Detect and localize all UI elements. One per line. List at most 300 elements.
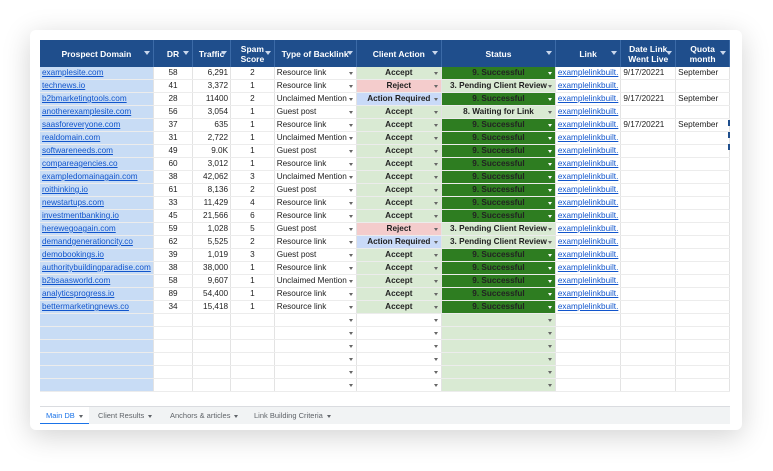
backlink-type-select[interactable] [274,67,356,80]
date-cell[interactable] [621,132,676,145]
status-select[interactable] [442,236,556,249]
column-header-spam-score[interactable] [231,40,275,67]
status-select[interactable] [442,210,556,223]
date-cell[interactable] [621,184,676,197]
empty-cell[interactable] [40,366,153,379]
backlink-url[interactable]: examplelinkbuilt. [557,172,619,181]
backlink-type-select[interactable] [274,366,356,379]
client-action-select[interactable] [356,353,442,366]
chevron-down-icon[interactable] [434,215,438,218]
quota-month-cell[interactable] [676,197,730,210]
filter-dropdown-icon[interactable] [347,51,353,55]
quota-month-cell[interactable] [676,288,730,301]
chevron-down-icon[interactable] [548,358,552,361]
backlink-url[interactable]: examplelinkbuilt. [557,81,619,90]
empty-cell[interactable] [193,327,231,340]
client-action-select[interactable] [356,249,442,262]
link-cell[interactable] [555,93,621,106]
backlink-type-select[interactable] [274,80,356,93]
quota-month-cell[interactable] [676,236,730,249]
date-cell[interactable]: 9/17/20221 [621,119,676,132]
backlink-url[interactable]: examplelinkbuilt. [557,146,619,155]
spam-score-cell[interactable]: 2 [231,184,275,197]
sheet-tab[interactable] [164,407,244,424]
chevron-down-icon[interactable] [548,150,552,153]
empty-cell[interactable] [621,314,676,327]
traffic-cell[interactable]: 15,418 [193,301,231,314]
status-select[interactable] [442,184,556,197]
traffic-cell[interactable]: 1,028 [193,223,231,236]
chevron-down-icon[interactable] [349,384,353,387]
spam-score-cell[interactable]: 3 [231,171,275,184]
status-select[interactable] [442,197,556,210]
client-action-select[interactable] [356,80,442,93]
dr-cell[interactable]: 38 [153,171,192,184]
link-cell[interactable] [555,301,621,314]
status-select[interactable] [442,80,556,93]
chevron-down-icon[interactable] [548,306,552,309]
quota-month-cell[interactable] [676,262,730,275]
status-select[interactable] [442,366,556,379]
status-select[interactable] [442,327,556,340]
client-action-select[interactable] [356,288,442,301]
chevron-down-icon[interactable] [434,254,438,257]
spam-score-cell[interactable]: 1 [231,262,275,275]
domain-link[interactable]: exampledomainagain.com [42,172,138,181]
spam-score-cell[interactable]: 1 [231,301,275,314]
dr-cell[interactable]: 59 [153,223,192,236]
client-action-select[interactable] [356,171,442,184]
quota-month-cell[interactable] [676,249,730,262]
link-cell[interactable] [555,288,621,301]
domain-link[interactable]: demandgenerationcity.co [42,237,133,246]
domain-link[interactable]: anotherexamplesite.com [42,107,132,116]
chevron-down-icon[interactable] [349,358,353,361]
status-select[interactable] [442,93,556,106]
column-header-link[interactable] [555,40,621,67]
quota-month-cell[interactable]: September [676,119,730,132]
chevron-down-icon[interactable] [349,345,353,348]
status-select[interactable] [442,262,556,275]
backlink-url[interactable]: examplelinkbuilt. [557,289,619,298]
backlink-type-select[interactable] [274,210,356,223]
chevron-down-icon[interactable] [349,137,353,140]
domain-cell[interactable] [40,288,153,301]
chevron-down-icon[interactable] [434,384,438,387]
spam-score-cell[interactable]: 6 [231,210,275,223]
client-action-select[interactable] [356,145,442,158]
client-action-select[interactable] [356,379,442,392]
spam-score-cell[interactable]: 1 [231,80,275,93]
date-cell[interactable] [621,197,676,210]
chevron-down-icon[interactable] [434,267,438,270]
dr-cell[interactable]: 41 [153,80,192,93]
domain-cell[interactable] [40,301,153,314]
link-cell[interactable] [555,106,621,119]
filter-dropdown-icon[interactable] [666,51,672,55]
backlink-url[interactable]: examplelinkbuilt. [557,302,619,311]
chevron-down-icon[interactable] [349,293,353,296]
empty-cell[interactable] [153,366,192,379]
date-cell[interactable] [621,223,676,236]
chevron-down-icon[interactable] [548,111,552,114]
chevron-down-icon[interactable] [349,176,353,179]
filter-dropdown-icon[interactable] [611,51,617,55]
chevron-down-icon[interactable] [434,85,438,88]
backlink-url[interactable]: examplelinkbuilt. [557,133,619,142]
link-cell[interactable] [555,210,621,223]
empty-cell[interactable] [621,340,676,353]
empty-cell[interactable] [231,379,275,392]
domain-cell[interactable] [40,106,153,119]
backlink-type-select[interactable] [274,93,356,106]
spam-score-cell[interactable]: 1 [231,288,275,301]
chevron-down-icon[interactable] [434,241,438,244]
link-cell[interactable] [555,132,621,145]
domain-link[interactable]: saasforeveryone.com [42,120,121,129]
empty-cell[interactable] [621,353,676,366]
backlink-type-select[interactable] [274,327,356,340]
column-header-status[interactable] [442,40,556,67]
backlink-type-select[interactable] [274,249,356,262]
chevron-down-icon[interactable] [434,345,438,348]
backlink-url[interactable]: examplelinkbuilt. [557,107,619,116]
client-action-select[interactable] [356,197,442,210]
status-select[interactable] [442,106,556,119]
date-cell[interactable] [621,249,676,262]
chevron-down-icon[interactable] [548,371,552,374]
backlink-type-select[interactable] [274,132,356,145]
traffic-cell[interactable]: 3,012 [193,158,231,171]
chevron-down-icon[interactable] [349,306,353,309]
empty-cell[interactable] [676,353,730,366]
empty-cell[interactable] [40,353,153,366]
date-cell[interactable] [621,106,676,119]
empty-cell[interactable] [231,340,275,353]
empty-cell[interactable] [40,314,153,327]
domain-link[interactable]: herewegoagain.com [42,224,116,233]
link-cell[interactable] [555,275,621,288]
spam-score-cell[interactable]: 1 [231,275,275,288]
backlink-url[interactable]: examplelinkbuilt. [557,198,619,207]
client-action-select[interactable] [356,119,442,132]
domain-link[interactable]: analyticsprogress.io [42,289,115,298]
empty-cell[interactable] [231,353,275,366]
date-cell[interactable] [621,301,676,314]
client-action-select[interactable] [356,275,442,288]
chevron-down-icon[interactable] [548,345,552,348]
client-action-select[interactable] [356,366,442,379]
spam-score-cell[interactable]: 1 [231,158,275,171]
backlink-type-select[interactable] [274,236,356,249]
dr-cell[interactable]: 56 [153,106,192,119]
client-action-select[interactable] [356,158,442,171]
empty-cell[interactable] [153,314,192,327]
chevron-down-icon[interactable] [548,163,552,166]
domain-link[interactable]: technews.io [42,81,86,90]
traffic-cell[interactable]: 42,062 [193,171,231,184]
empty-cell[interactable] [231,366,275,379]
date-cell[interactable] [621,236,676,249]
link-cell[interactable] [555,145,621,158]
filter-dropdown-icon[interactable] [183,51,189,55]
dr-cell[interactable]: 31 [153,132,192,145]
empty-cell[interactable] [676,379,730,392]
backlink-url[interactable]: examplelinkbuilt. [557,94,619,103]
dr-cell[interactable]: 39 [153,249,192,262]
status-select[interactable] [442,353,556,366]
empty-cell[interactable] [555,366,621,379]
status-select[interactable] [442,223,556,236]
empty-cell[interactable] [193,314,231,327]
empty-cell[interactable] [153,327,192,340]
dr-cell[interactable]: 28 [153,93,192,106]
status-select[interactable] [442,314,556,327]
chevron-down-icon[interactable] [548,137,552,140]
dr-cell[interactable]: 62 [153,236,192,249]
backlink-type-select[interactable] [274,301,356,314]
sheet-tab[interactable] [40,407,89,424]
empty-cell[interactable] [193,340,231,353]
column-header-type-of-backlink[interactable] [274,40,356,67]
quota-month-cell[interactable] [676,223,730,236]
chevron-down-icon[interactable] [434,306,438,309]
status-select[interactable] [442,132,556,145]
chevron-down-icon[interactable] [548,124,552,127]
quota-month-cell[interactable] [676,184,730,197]
domain-cell[interactable] [40,197,153,210]
sheet-tab[interactable] [92,407,158,424]
empty-cell[interactable] [555,379,621,392]
chevron-down-icon[interactable] [434,124,438,127]
client-action-select[interactable] [356,327,442,340]
empty-cell[interactable] [153,340,192,353]
domain-link[interactable]: demobookings.io [42,250,104,259]
backlink-url[interactable]: examplelinkbuilt. [557,263,619,272]
domain-cell[interactable] [40,184,153,197]
spam-score-cell[interactable]: 1 [231,119,275,132]
domain-cell[interactable] [40,80,153,93]
backlink-type-select[interactable] [274,314,356,327]
backlink-url[interactable]: examplelinkbuilt. [557,211,619,220]
client-action-select[interactable] [356,236,442,249]
date-cell[interactable] [621,171,676,184]
chevron-down-icon[interactable] [548,254,552,257]
quota-month-cell[interactable]: September [676,67,730,80]
empty-cell[interactable] [621,366,676,379]
domain-cell[interactable] [40,119,153,132]
spam-score-cell[interactable]: 3 [231,249,275,262]
date-cell[interactable] [621,80,676,93]
traffic-cell[interactable]: 5,525 [193,236,231,249]
link-cell[interactable] [555,119,621,132]
status-select[interactable] [442,119,556,132]
quota-month-cell[interactable]: September [676,93,730,106]
domain-link[interactable]: roithinking.io [42,185,88,194]
chevron-down-icon[interactable] [349,72,353,75]
client-action-select[interactable] [356,67,442,80]
chevron-down-icon[interactable] [434,72,438,75]
spam-score-cell[interactable]: 4 [231,197,275,210]
client-action-select[interactable] [356,314,442,327]
link-cell[interactable] [555,249,621,262]
client-action-select[interactable] [356,106,442,119]
client-action-select[interactable] [356,184,442,197]
chevron-down-icon[interactable] [434,111,438,114]
chevron-down-icon[interactable] [548,293,552,296]
empty-cell[interactable] [555,340,621,353]
status-select[interactable] [442,171,556,184]
chevron-down-icon[interactable] [349,267,353,270]
chevron-down-icon[interactable] [434,319,438,322]
traffic-cell[interactable]: 9,607 [193,275,231,288]
empty-cell[interactable] [40,379,153,392]
backlink-url[interactable]: examplelinkbuilt. [557,120,619,129]
status-select[interactable] [442,288,556,301]
chevron-down-icon[interactable] [349,150,353,153]
column-header-dr[interactable] [153,40,192,67]
backlink-type-select[interactable] [274,171,356,184]
quota-month-cell[interactable] [676,171,730,184]
spam-score-cell[interactable]: 1 [231,132,275,145]
empty-cell[interactable] [153,379,192,392]
empty-cell[interactable] [555,327,621,340]
domain-cell[interactable] [40,93,153,106]
backlink-url[interactable]: examplelinkbuilt. [557,224,619,233]
chevron-down-icon[interactable] [548,202,552,205]
domain-link[interactable]: newstartups.com [42,198,104,207]
dr-cell[interactable]: 38 [153,262,192,275]
date-cell[interactable] [621,275,676,288]
backlink-type-select[interactable] [274,379,356,392]
quota-month-cell[interactable] [676,80,730,93]
traffic-cell[interactable]: 38,000 [193,262,231,275]
chevron-down-icon[interactable] [349,319,353,322]
domain-cell[interactable] [40,210,153,223]
dr-cell[interactable]: 58 [153,275,192,288]
client-action-select[interactable] [356,93,442,106]
date-cell[interactable]: 9/17/20221 [621,93,676,106]
column-header-client-action[interactable] [356,40,442,67]
backlink-url[interactable]: examplelinkbuilt. [557,68,619,77]
backlink-type-select[interactable] [274,106,356,119]
chevron-down-icon[interactable] [548,85,552,88]
traffic-cell[interactable]: 54,400 [193,288,231,301]
spam-score-cell[interactable]: 1 [231,145,275,158]
chevron-down-icon[interactable] [349,124,353,127]
filter-dropdown-icon[interactable] [265,51,271,55]
quota-month-cell[interactable] [676,158,730,171]
backlink-type-select[interactable] [274,223,356,236]
dr-cell[interactable]: 33 [153,197,192,210]
backlink-type-select[interactable] [274,262,356,275]
chevron-down-icon[interactable] [349,85,353,88]
client-action-select[interactable] [356,210,442,223]
chevron-down-icon[interactable] [349,280,353,283]
chevron-down-icon[interactable] [548,319,552,322]
traffic-cell[interactable]: 6,291 [193,67,231,80]
domain-link[interactable]: bettermarketingnews.co [42,302,129,311]
chevron-down-icon[interactable] [148,415,152,418]
empty-cell[interactable] [621,327,676,340]
status-select[interactable] [442,379,556,392]
chevron-down-icon[interactable] [434,228,438,231]
traffic-cell[interactable]: 11400 [193,93,231,106]
empty-cell[interactable] [676,327,730,340]
status-select[interactable] [442,158,556,171]
domain-link[interactable]: b2bsaasworld.com [42,276,111,285]
chevron-down-icon[interactable] [349,332,353,335]
traffic-cell[interactable]: 11,429 [193,197,231,210]
status-select[interactable] [442,275,556,288]
chevron-down-icon[interactable] [349,228,353,231]
dr-cell[interactable]: 34 [153,301,192,314]
link-cell[interactable] [555,236,621,249]
filter-dropdown-icon[interactable] [432,51,438,55]
traffic-cell[interactable]: 9.0K [193,145,231,158]
domain-cell[interactable] [40,249,153,262]
chevron-down-icon[interactable] [548,241,552,244]
client-action-select[interactable] [356,132,442,145]
empty-cell[interactable] [40,340,153,353]
empty-cell[interactable] [193,366,231,379]
quota-month-cell[interactable] [676,275,730,288]
spam-score-cell[interactable]: 2 [231,67,275,80]
backlink-url[interactable]: examplelinkbuilt. [557,276,619,285]
empty-cell[interactable] [231,327,275,340]
empty-cell[interactable] [555,353,621,366]
link-cell[interactable] [555,262,621,275]
traffic-cell[interactable]: 3,054 [193,106,231,119]
empty-cell[interactable] [193,353,231,366]
chevron-down-icon[interactable] [548,280,552,283]
chevron-down-icon[interactable] [548,215,552,218]
chevron-down-icon[interactable] [548,384,552,387]
chevron-down-icon[interactable] [434,150,438,153]
chevron-down-icon[interactable] [548,176,552,179]
backlink-type-select[interactable] [274,158,356,171]
empty-cell[interactable] [153,353,192,366]
domain-cell[interactable] [40,67,153,80]
link-cell[interactable] [555,80,621,93]
link-cell[interactable] [555,171,621,184]
dr-cell[interactable]: 45 [153,210,192,223]
filter-dropdown-icon[interactable] [546,51,552,55]
chevron-down-icon[interactable] [548,228,552,231]
quota-month-cell[interactable] [676,145,730,158]
spam-score-cell[interactable]: 2 [231,93,275,106]
chevron-down-icon[interactable] [349,371,353,374]
column-header-prospect-domain[interactable] [40,40,153,67]
chevron-down-icon[interactable] [548,189,552,192]
chevron-down-icon[interactable] [548,98,552,101]
chevron-down-icon[interactable] [548,72,552,75]
spam-score-cell[interactable]: 5 [231,223,275,236]
status-select[interactable] [442,145,556,158]
chevron-down-icon[interactable] [434,358,438,361]
empty-cell[interactable] [676,366,730,379]
dr-cell[interactable]: 89 [153,288,192,301]
date-cell[interactable] [621,288,676,301]
dr-cell[interactable]: 37 [153,119,192,132]
chevron-down-icon[interactable] [349,163,353,166]
filter-dropdown-icon[interactable] [221,51,227,55]
traffic-cell[interactable]: 635 [193,119,231,132]
chevron-down-icon[interactable] [434,202,438,205]
backlink-type-select[interactable] [274,197,356,210]
backlink-url[interactable]: examplelinkbuilt. [557,159,619,168]
status-select[interactable] [442,340,556,353]
